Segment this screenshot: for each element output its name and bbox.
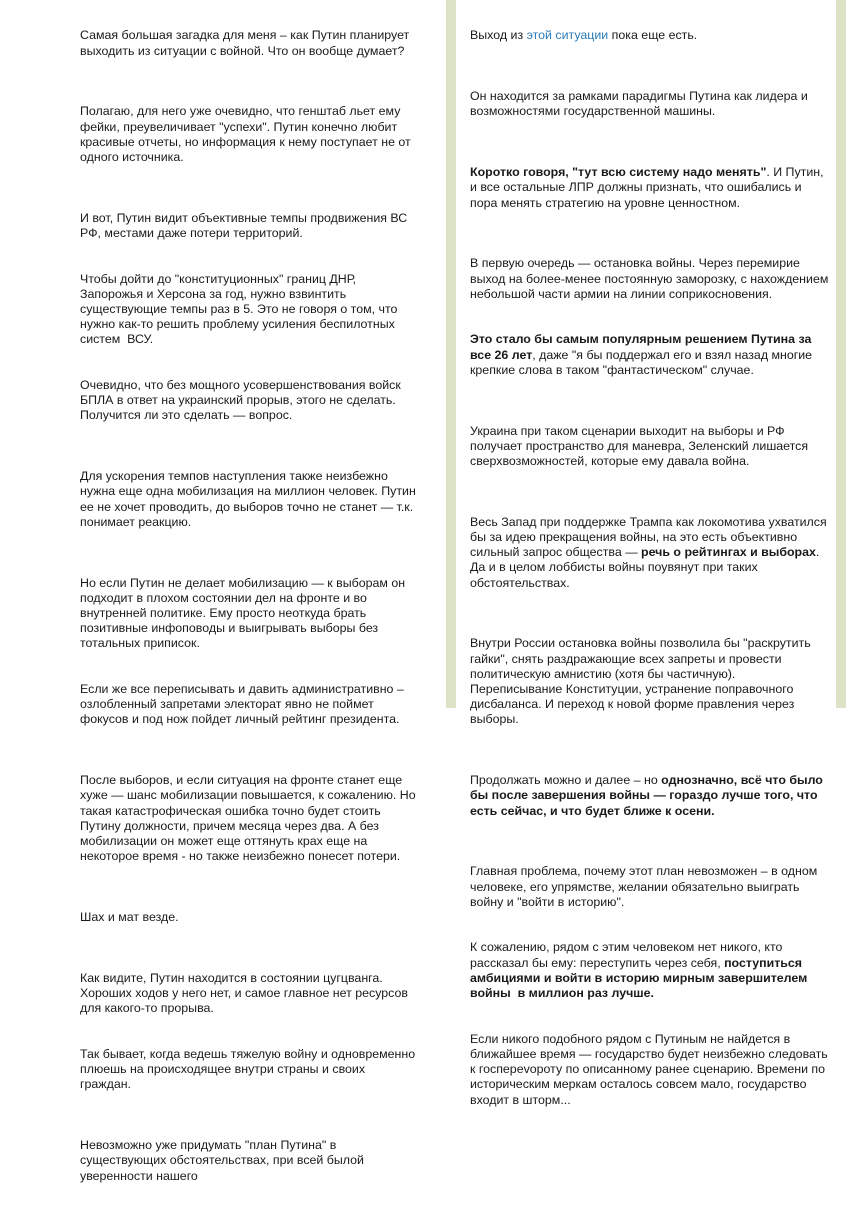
text: , даже "я бы поддержал его и взял назад многие крепкие слова в таком "фантастическом" случае. (470, 347, 816, 377)
bold-text: поступиться амбициями и войти в историю мирным завершителем войны в миллион раз лучше. (470, 955, 811, 1001)
paragraph (470, 165, 830, 211)
text: . И Путин, и все остальные ЛПР должны признать, что ошибались и пора менять стратегию на уровне ценностном. (470, 165, 827, 210)
paragraph: Внутри России остановка войны позволила бы "раскрутить гайки", снять раздражающие всех запреты и провести политическую амнистию (хотя бы частичную). Переписывание Конституции, устранение поправочного дисбаланса. И переход к новой форме правления через выборы. (470, 636, 815, 727)
text: К сожалению, рядом с этим человеком нет никого, кто рассказал бы ему: переступить через себя, (470, 940, 786, 970)
situation-link[interactable]: этой ситуации (526, 28, 609, 43)
text: Весь Запад при поддержке Трампа как локомотива ухватился бы за идею прекращения войны, на это есть объективно сильный запрос общества — (470, 514, 831, 560)
paragraph: Полагаю, для него уже очевидно, что генштаб льет ему фейки, преувеличивает "успехи". Путин конечно любит красивые отчеты, но информация к нему поступает не от одного источника. (80, 104, 415, 165)
right-message-bubble (456, 0, 836, 1107)
bold-text: Это стало бы самым популярным решением Путина за все 26 лет (470, 332, 815, 362)
paragraph (470, 28, 830, 43)
paragraph: Так бывает, когда ведешь тяжелую войну и одновременно плюешь на происходящее внутри страны и своих граждан. (80, 1046, 419, 1092)
right-chat-column (446, 0, 846, 1107)
paragraph (470, 515, 830, 591)
bold-text: речь о рейтингах и выборах (641, 545, 816, 560)
paragraph: Как видите, Путин находится в состоянии цугцванга. Хороших ходов у него нет, и самое главное нет ресурсов для какого-то прорыва. (80, 970, 412, 1016)
paragraph: Для ускорения темпов наступления также неизбежно нужна еще одна мобилизация на миллион человек. Путин ее не хочет проводить, до выборов точно не станет — т.к. понимает реакцию. (80, 469, 420, 529)
left-message-bubble (62, 0, 422, 1183)
paragraph (470, 940, 830, 1001)
left-chat-column (62, 0, 422, 1183)
left-message-text (80, 0, 420, 1229)
paragraph: Он находится за рамками парадигмы Путина как лидера и возможностями государственной машины. (470, 89, 812, 119)
paragraph: Главная проблема, почему этот план невозможен – в одном человеке, его упрямстве, желании обязательно выиграть войну и "войти в историю". (470, 864, 821, 909)
paragraph: Самая большая загадка для меня – как Путин планирует выходить из ситуации с войной. Что он вообще думает? (80, 28, 413, 58)
text: Продолжать можно и далее – но (470, 773, 662, 788)
right-message-text (470, 0, 830, 1153)
paragraph: В первую очередь — остановка войны. Через перемирие выход на более-менее постоянную заморозку, с нахождением небольшой части армии на линии соприкосновения. (470, 256, 832, 301)
text: . Да и в целом лоббисты войны поувянут при таких обстоятельствах. (470, 545, 823, 590)
paragraph (470, 773, 830, 819)
text: пока еще есть. (608, 28, 698, 43)
text: Выход из (470, 28, 527, 43)
paragraph: Невозможно уже придумать "план Путина" в существующих обстоятельствах, при всей былой уверенности нашего (80, 1138, 368, 1183)
paragraph: Украина при таком сценарии выходит на выборы и РФ получает пространство для маневра, Зеленский лишается сверхвозможностей, которые ему давала война. (470, 423, 812, 469)
paragraph: Чтобы дойти до "конституционных" границ ДНР, Запорожья и Херсона за год, нужно взвинтить существующие темпы раз в 5. Это не говоря о том, что нужно как-то решить проблему усиления беспилотных систем ВСУ. (80, 271, 401, 347)
paragraph: Если никого подобного рядом с Путиным не найдется в ближайшее время — государство будет неизбежно следовать к госпереvороту по описанному ранее сценарию. Времени по историческим меркам осталось совсем мало, государство входит в шторм... (470, 1031, 832, 1107)
paragraph: И вот, Путин видит объективные темпы продвижения ВС РФ, местами даже потери территорий. (80, 210, 411, 241)
paragraph: Но если Путин не делает мобилизацию — к выборам он подходит в плохом состоянии дел на фронте и во внутренней политике. Ему просто неоткуда брать позитивные инфоповоды и выигрывать выборы без тотальных приписок. (80, 575, 409, 651)
paragraph (470, 332, 830, 378)
paragraph: Если же все переписывать и давить административно – озлобленный запретами электорат явно не поймет фокусов и под нож пойдет личный рейтинг президента. (80, 682, 408, 727)
paragraph: После выборов, и если ситуация на фронте станет еще хуже — шанс мобилизации повышается, к сожалению. Но такая катастрофическая ошибка точно будет стоить Путину должности, причем месяца через два. А без мобилизации он может еще оттянуть крах еще на некоторое время - но также неизбежно понесет потери. (80, 773, 420, 864)
paragraph: Очевидно, что без мощного усовершенствования войск БПЛА в ответ на украинский прорыв, этого не сделать. Получится ли это сделать — вопрос. (80, 378, 405, 423)
bold-text: Коротко говоря, "тут всю систему надо менять" (470, 165, 767, 180)
bold-text: однозначно, всё что было бы после завершения войны — гораздо лучше того, что есть сейчас, и что будет ближе к осени. (470, 773, 827, 818)
paragraph: Шах и мат везде. (80, 910, 179, 925)
